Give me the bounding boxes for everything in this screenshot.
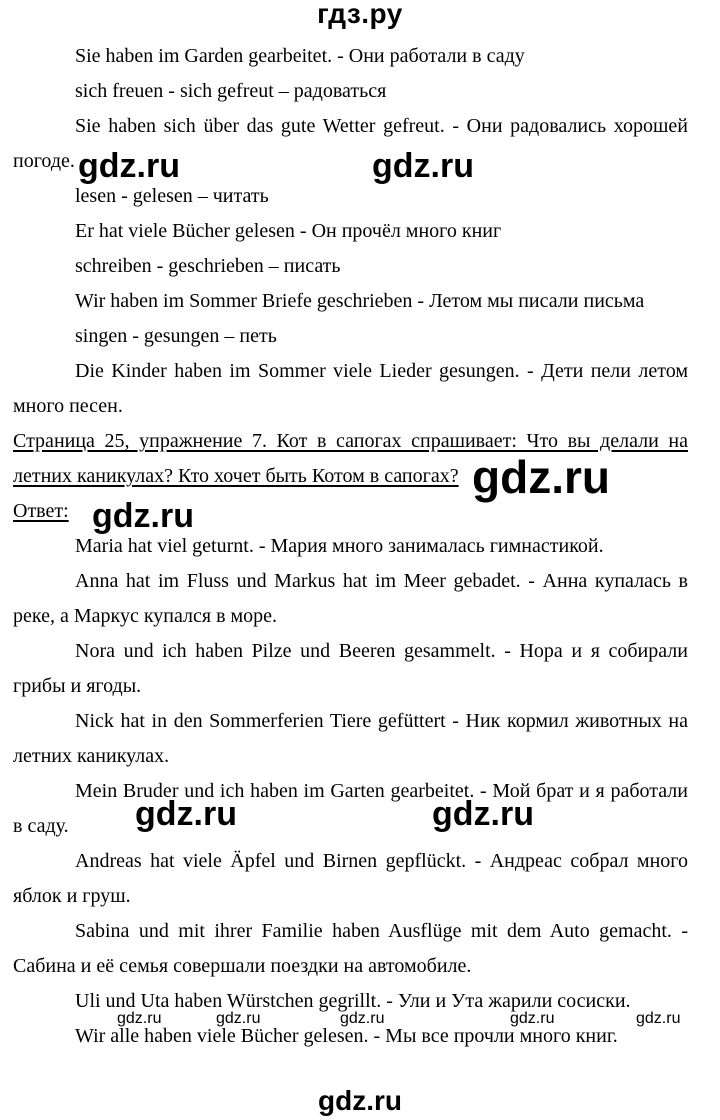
- text-line: Nick hat in den Sommerferien Tiere gefüttert - Ник кормил животных на: [75, 710, 688, 732]
- text-line: sich freuen - sich gefreut – радоваться: [75, 80, 387, 102]
- text-line: Wir haben im Sommer Briefe geschrieben - Летом мы писали письма: [75, 290, 645, 312]
- watermark: gdz.ru: [135, 795, 237, 833]
- watermark: gdz.ru: [117, 1010, 162, 1027]
- watermark: gdz.ru: [636, 1010, 681, 1027]
- text-line: грибы и ягоды.: [13, 675, 142, 697]
- text-line: Sabina und mit ihrer Familie haben Ausflüge mit dem Auto gemacht. -: [75, 920, 688, 942]
- text-line: Uli und Uta haben Würstchen gegrillt. - Ули и Ута жарили сосиски.: [75, 990, 631, 1012]
- text-line: Er hat viele Bücher gelesen - Он прочёл много книг: [75, 220, 502, 242]
- watermark: gdz.ru: [216, 1010, 261, 1027]
- watermark: gdz.ru: [92, 497, 194, 535]
- text-line: Die Kinder haben im Sommer viele Lieder gesungen. - Дети пели летом: [75, 360, 688, 382]
- site-footer: gdz.ru: [318, 1085, 402, 1116]
- text-line: singen - gesungen – петь: [75, 325, 277, 347]
- site-header: гдз.ру: [317, 0, 403, 29]
- exercise-heading: летних каникулах? Кто хочет быть Котом в сапогах?: [13, 465, 459, 487]
- text-line: Sie haben im Garden gearbeitet. - Они работали в саду: [75, 45, 525, 67]
- watermark: gdz.ru: [472, 451, 610, 503]
- watermark: gdz.ru: [340, 1010, 385, 1027]
- text-line: яблок и груш.: [13, 885, 131, 907]
- text-line: Сабина и её семья совершали поездки на автомобиле.: [13, 955, 472, 977]
- text-line: погоде.: [13, 150, 75, 172]
- text-line: реке, а Маркус купался в море.: [13, 605, 278, 627]
- text-line: летних каникулах.: [13, 745, 170, 767]
- text-line: Maria hat viel geturnt. - Мария много занималась гимнастикой.: [75, 535, 604, 557]
- text-line: Mein Bruder und ich haben im Garten gearbeitet. - Мой брат и я работали: [75, 780, 688, 802]
- exercise-heading: Страница 25, упражнение 7. Кот в сапогах спрашивает: Что вы делали на: [13, 430, 688, 452]
- answer-label: Ответ:: [13, 500, 69, 522]
- text-line: Sie haben sich über das gute Wetter gefreut. - Они радовались хорошей: [75, 115, 688, 137]
- text-line: lesen - gelesen – читать: [75, 185, 269, 207]
- watermark: gdz.ru: [432, 795, 534, 833]
- watermark: gdz.ru: [510, 1010, 555, 1027]
- watermark: gdz.ru: [78, 147, 180, 185]
- text-line: в саду.: [13, 815, 69, 837]
- text-line: Wir alle haben viele Bücher gelesen. - Мы все прочли много книг.: [75, 1025, 618, 1047]
- text-line: Andreas hat viele Äpfel und Birnen gepflückt. - Андреас собрал много: [75, 850, 688, 872]
- watermark: gdz.ru: [372, 147, 474, 185]
- text-line: Nora und ich haben Pilze und Beeren gesammelt. - Нора и я собирали: [75, 640, 688, 662]
- text-line: schreiben - geschrieben – писать: [75, 255, 341, 277]
- text-line: Anna hat im Fluss und Markus hat im Meer gebadet. - Анна купалась в: [75, 570, 688, 592]
- text-line: много песен.: [13, 395, 123, 417]
